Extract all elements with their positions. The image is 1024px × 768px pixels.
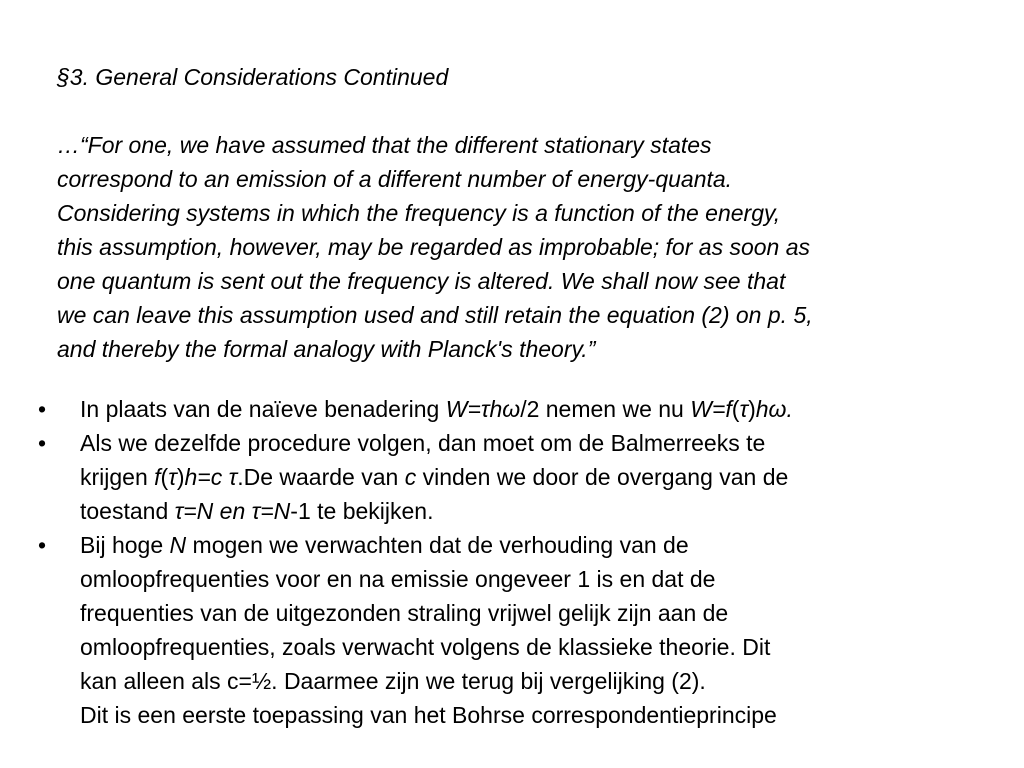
bullet-line xyxy=(80,494,1024,528)
section-heading: §3. General Considerations Continued xyxy=(57,64,449,90)
bullet-line xyxy=(80,528,1024,562)
quote-line: …“For one, we have assumed that the different stationary states xyxy=(57,132,712,158)
math-run: W=f xyxy=(690,396,732,422)
text-run: In plaats van de naïeve benadering xyxy=(80,396,446,422)
math-run: f xyxy=(154,464,161,490)
text-run: krijgen xyxy=(80,464,155,490)
quote-line: Considering systems in which the frequency is a function of the energy, xyxy=(57,200,781,226)
bullet-line: omloopfrequenties, zoals verwacht volgens de klassieke theorie. Dit xyxy=(80,634,771,660)
math-run: τ=N en τ=N xyxy=(174,498,291,524)
bullet-icon: • xyxy=(38,532,47,558)
math-run: τ xyxy=(739,396,749,422)
quote-line: correspond to an emission of a different number of energy-quanta. xyxy=(57,166,733,192)
final-line: Dit is een eerste toepassing van het Bohrse correspondentieprincipe xyxy=(80,702,777,728)
text-run: vinden we door de overgang van de xyxy=(416,464,789,490)
math-run: h=c τ xyxy=(184,464,238,490)
text-run: -1 te bekijken. xyxy=(290,498,434,524)
bullet-item-1 xyxy=(0,392,1024,426)
math-run: c xyxy=(404,464,417,490)
bullet-line: frequenties van de uitgezonden straling vrijwel gelijk zijn aan de xyxy=(80,600,729,626)
bullet-icon: • xyxy=(38,396,47,422)
quote-line: we can leave this assumption used and still retain the equation (2) on p. 5, xyxy=(57,302,813,328)
bullet-line: omloopfrequenties voor en na emissie ongeveer 1 is en dat de xyxy=(80,566,716,592)
fraction-half: ½ xyxy=(251,668,272,694)
bullet-line xyxy=(80,664,1024,698)
text-run: Bij hoge xyxy=(80,532,170,558)
text-run: kan alleen als c= xyxy=(80,668,252,694)
bullet-list xyxy=(0,392,1024,732)
text-run: ( xyxy=(160,464,169,490)
math-run: N xyxy=(169,532,187,558)
quote-line: this assumption, however, may be regarded as improbable; for as soon as xyxy=(57,234,811,260)
text-run: toestand xyxy=(80,498,175,524)
bullet-line xyxy=(80,460,1024,494)
text-run: .De waarde van xyxy=(237,464,405,490)
math-run: τ xyxy=(168,464,177,490)
text-run: ) xyxy=(176,464,185,490)
bullet-line: Als we dezelfde procedure volgen, dan moet om de Balmerreeks te xyxy=(80,430,766,456)
text-run: /2 nemen we nu xyxy=(520,396,691,422)
bullet-item-3 xyxy=(0,528,1024,698)
text-run: ) xyxy=(748,396,756,422)
bullet-icon: • xyxy=(38,430,47,456)
math-run: W=τhω xyxy=(445,396,521,422)
text-run: mogen we verwachten dat de verhouding van de xyxy=(186,532,689,558)
quote-line: one quantum is sent out the frequency is altered. We shall now see that xyxy=(57,268,786,294)
text-run: . Daarmee zijn we terug bij vergelijking (2). xyxy=(271,668,706,694)
quote-block xyxy=(57,128,1017,366)
bullet-item-2 xyxy=(0,426,1024,528)
text-run: ( xyxy=(731,396,740,422)
math-run: hω. xyxy=(755,396,793,422)
quote-line: and thereby the formal analogy with Planck's theory.” xyxy=(57,336,596,362)
bullet-line xyxy=(80,392,1024,426)
